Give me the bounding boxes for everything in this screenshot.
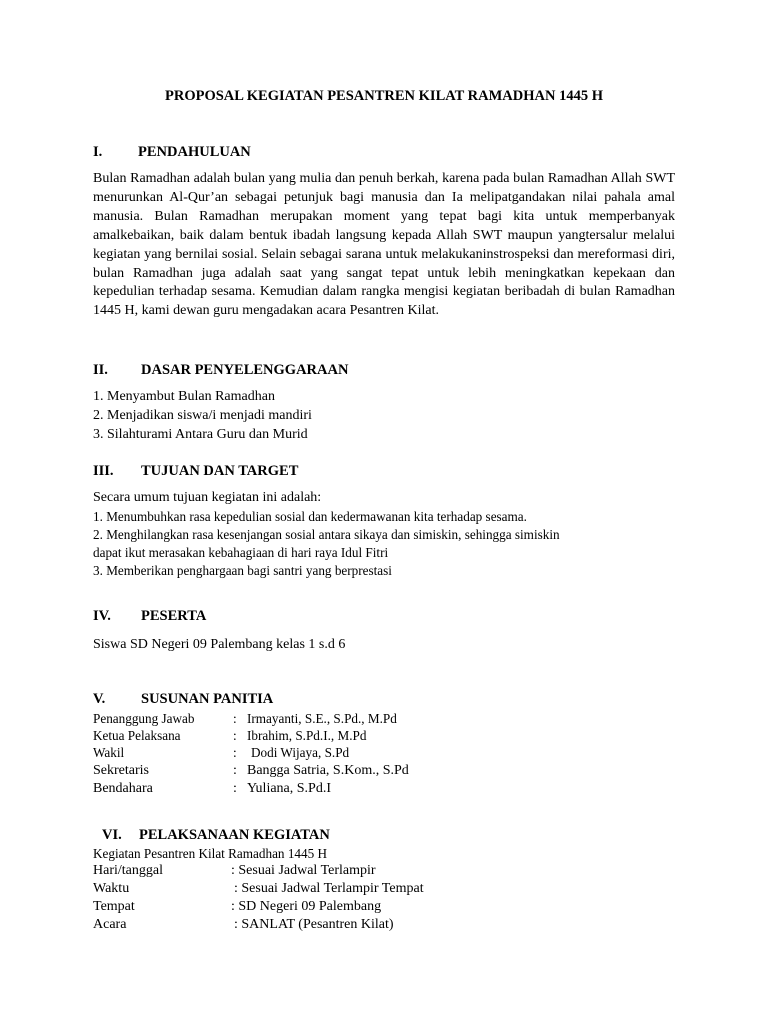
pelaksanaan-value: : Sesuai Jadwal Terlampir Tempat xyxy=(234,881,424,896)
panitia-separator: : xyxy=(233,745,237,760)
section-title: SUSUNAN PANITIA xyxy=(141,691,274,707)
list-item: 2. Menghilangkan rasa kesenjangan sosial antara sikaya dan simiskin, sehingga simiskin xyxy=(93,527,560,542)
peserta-text: Siswa SD Negeri 09 Palembang kelas 1 s.d 6 xyxy=(93,637,346,652)
list-item: dapat ikut merasakan kebahagiaan di hari raya Idul Fitri xyxy=(93,545,389,560)
section-heading-peserta xyxy=(93,608,206,625)
section-heading-panitia xyxy=(93,691,273,708)
section-title: PENDAHULUAN xyxy=(138,144,251,160)
panitia-separator: : xyxy=(233,763,237,778)
panitia-role: Ketua Pelaksana xyxy=(93,728,181,743)
panitia-role: Wakil xyxy=(93,745,125,760)
panitia-name: Ibrahim, S.Pd.I., M.Pd xyxy=(247,728,367,743)
section-number: VI. xyxy=(102,827,122,843)
pelaksanaan-label: Tempat xyxy=(93,899,135,914)
section-heading-tujuan xyxy=(93,463,298,480)
section-number: I. xyxy=(93,144,103,160)
section-number: III. xyxy=(93,463,114,479)
pelaksanaan-value: : SD Negeri 09 Palembang xyxy=(231,899,382,914)
section-heading-dasar xyxy=(93,362,348,379)
pelaksanaan-label: Hari/tanggal xyxy=(93,863,163,878)
panitia-role: Bendahara xyxy=(93,781,153,796)
section-heading-pelaksanaan xyxy=(102,827,330,844)
panitia-role: Sekretaris xyxy=(93,763,149,778)
pelaksanaan-value: : SANLAT (Pesantren Kilat) xyxy=(234,917,394,932)
pelaksanaan-intro: Kegiatan Pesantren Kilat Ramadhan 1445 H xyxy=(93,846,328,861)
panitia-name: Dodi Wijaya, S.Pd xyxy=(251,745,350,760)
section-number: IV. xyxy=(93,608,111,624)
pelaksanaan-label: Waktu xyxy=(93,881,130,896)
section-title: DASAR PENYELENGGARAAN xyxy=(141,362,349,378)
list-item: 1. Menyambut Bulan Ramadhan xyxy=(93,389,275,404)
list-item: 2. Menjadikan siswa/i menjadi mandiri xyxy=(93,408,312,423)
section-title: PESERTA xyxy=(141,608,207,624)
pelaksanaan-value: : Sesuai Jadwal Terlampir xyxy=(231,863,376,878)
list-item: 1. Menumbuhkan rasa kepedulian sosial dan kedermawanan kita terhadap sesama. xyxy=(93,509,527,524)
tujuan-intro: Secara umum tujuan kegiatan ini adalah: xyxy=(93,490,322,505)
panitia-separator: : xyxy=(233,781,237,796)
panitia-separator: : xyxy=(233,711,237,726)
pelaksanaan-label: Acara xyxy=(93,917,127,932)
panitia-name: Yuliana, S.Pd.I xyxy=(247,781,331,796)
section-heading-pendahuluan xyxy=(93,144,251,161)
pendahuluan-paragraph: Bulan Ramadhan adalah bulan yang mulia dan penuh berkah, karena pada bulan Ramadhan Allah SWT menurunkan Al-Qur’an sebagai petunjuk bagi manusia dan Ia melipatgandakan nilai pahala amal manusia. Bulan Ramadhan merupakan moment yang tepat bagi kita untuk memperbanyak amalkebaikan, baik dalam bentuk ibadah langsung kepada Allah SWT maupun yangtersalur melalui kegiatan yang bernilai sosial. Selain sebagai sarana untuk melakukaninstrospeksi dan mereformasi diri, bulan Ramadhan juga adalah saat yang sangat tepat untuk lebih meningkatkan kepekaan dan kepedulian terhadap sesama. Kemudian dalam rangka mengisi kegiatan beribadah di bulan Ramadhan 1445 H, kami dewan guru mengadakan acara Pesantren Kilat. xyxy=(93,171,675,319)
panitia-name: Bangga Satria, S.Kom., S.Pd xyxy=(247,763,409,778)
document-title: PROPOSAL KEGIATAN PESANTREN KILAT RAMADHAN 1445 H xyxy=(165,88,603,104)
section-number: II. xyxy=(93,362,108,378)
panitia-name: Irmayanti, S.E., S.Pd., M.Pd xyxy=(247,711,397,726)
section-title: PELAKSANAAN KEGIATAN xyxy=(139,827,330,843)
panitia-role: Penanggung Jawab xyxy=(93,711,195,726)
list-item: 3. Silahturami Antara Guru dan Murid xyxy=(93,427,308,442)
panitia-separator: : xyxy=(233,728,237,743)
section-title: TUJUAN DAN TARGET xyxy=(141,463,299,479)
list-item: 3. Memberikan penghargaan bagi santri yang berprestasi xyxy=(93,563,392,578)
section-number: V. xyxy=(93,691,106,707)
